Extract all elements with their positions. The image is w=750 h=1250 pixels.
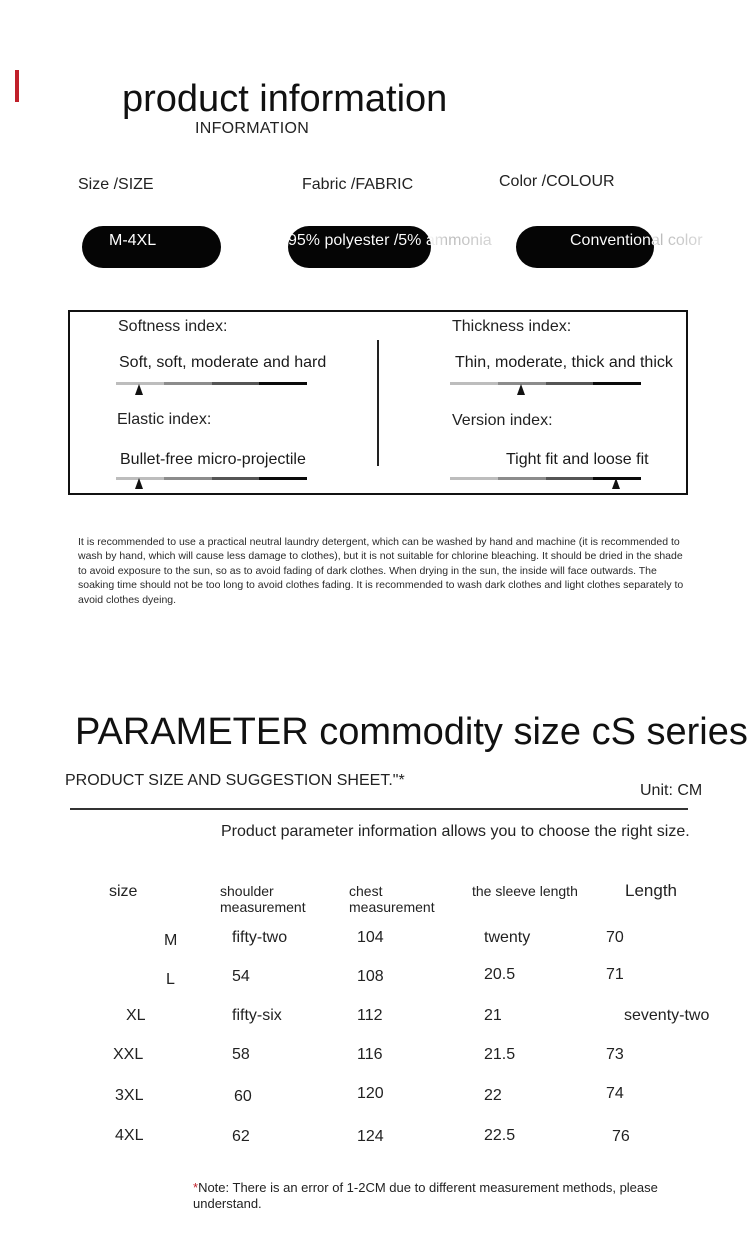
header-chest: chest measurement [349, 883, 435, 915]
header-length: Length [625, 881, 677, 900]
thickness-marker [517, 384, 525, 395]
parameter-intro: Product parameter information allows you to choose the right size. [221, 823, 690, 840]
care-instructions: It is recommended to use a practical neutral laundry detergent, which can be washed by hand and machine (it is recommended to wash by hand, which will cause less damage to clothes), but it is not suitable for chlorine bleaching. It should be dried in the shade to avoid exposure to the sun, so as to avoid fading of dark clothes. When drying in the sun, the inside will face outwards. The soaking time should not be too long to avoid clothes fading. It is recommended to wash dark clothes and light clothes separately to avoid clothes dyeing. [78, 536, 684, 606]
size-value: M-4XL [109, 232, 157, 249]
cell-length: 74 [606, 1085, 624, 1102]
cell-length: 73 [606, 1046, 624, 1063]
index-divider [377, 340, 379, 466]
version-value: Tight fit and loose fit [506, 451, 649, 468]
cell-chest: 112 [357, 1007, 383, 1024]
cell-size: XXL [113, 1046, 144, 1063]
size-label: Size /SIZE [78, 176, 154, 193]
softness-value: Soft, soft, moderate and hard [119, 354, 327, 371]
accent-bar [15, 70, 19, 102]
cell-size: M [164, 932, 178, 949]
cell-sleeve: 22 [484, 1087, 502, 1104]
cell-sleeve: 20.5 [484, 966, 516, 983]
cell-shoulder: fifty-two [232, 929, 288, 946]
cell-chest: 124 [357, 1128, 384, 1145]
measurement-note [193, 1180, 713, 1212]
parameter-subtitle: PRODUCT SIZE AND SUGGESTION SHEET."* [65, 772, 405, 789]
thickness-value: Thin, moderate, thick and thick [455, 354, 673, 371]
cell-length: 71 [606, 966, 624, 983]
header-sleeve: the sleeve length [472, 883, 578, 899]
version-label: Version index: [452, 412, 553, 429]
cell-shoulder: 54 [232, 968, 250, 985]
header-shoulder: shoulder measurement [220, 883, 306, 915]
unit-label: Unit: CM [640, 782, 703, 799]
section-subtitle: INFORMATION [195, 120, 310, 137]
cell-sleeve: 21 [484, 1007, 502, 1024]
version-marker [612, 478, 620, 489]
cell-size: 3XL [115, 1087, 144, 1104]
cell-shoulder: 60 [234, 1088, 252, 1105]
color-value [570, 231, 703, 251]
cell-sleeve: twenty [484, 929, 531, 946]
cell-chest: 104 [357, 929, 384, 946]
cell-chest: 108 [357, 968, 384, 985]
cell-length: 70 [606, 929, 624, 946]
cell-shoulder: 62 [232, 1128, 250, 1145]
thickness-label: Thickness index: [452, 318, 572, 335]
fabric-label: Fabric /FABRIC [302, 176, 414, 193]
elastic-value: Bullet-free micro-projectile [120, 451, 306, 468]
header-size: size [109, 883, 138, 900]
cell-sleeve: 22.5 [484, 1127, 516, 1144]
color-label: Color /COLOUR [499, 173, 615, 190]
elastic-label: Elastic index: [117, 411, 212, 428]
fabric-value-text: 95% polyester /5% ammonia [288, 232, 492, 249]
header-rule [70, 808, 688, 810]
parameter-title: PARAMETER commodity size cS series [75, 711, 748, 753]
fabric-value [288, 231, 506, 251]
color-value-text: Conventional color [570, 232, 703, 249]
cell-size: 4XL [115, 1127, 144, 1144]
cell-chest: 120 [357, 1085, 384, 1102]
softness-label: Softness index: [118, 318, 228, 335]
cell-shoulder: fifty-six [232, 1007, 282, 1024]
cell-size: L [166, 971, 175, 988]
cell-length: 76 [612, 1128, 630, 1145]
note-star: * [193, 1180, 199, 1195]
cell-size: XL [126, 1007, 146, 1024]
section-title: product information [122, 78, 448, 120]
softness-marker [135, 384, 143, 395]
elastic-marker [135, 478, 143, 489]
thickness-scale [450, 382, 641, 385]
elastic-scale [116, 477, 307, 480]
note-text: Note: There is an error of 1-2CM due to different measurement methods, please understand. [193, 1180, 658, 1211]
softness-scale [116, 382, 307, 385]
cell-length: seventy-two [624, 1007, 710, 1024]
cell-chest: 116 [357, 1046, 383, 1063]
cell-sleeve: 21.5 [484, 1046, 516, 1063]
cell-shoulder: 58 [232, 1046, 250, 1063]
